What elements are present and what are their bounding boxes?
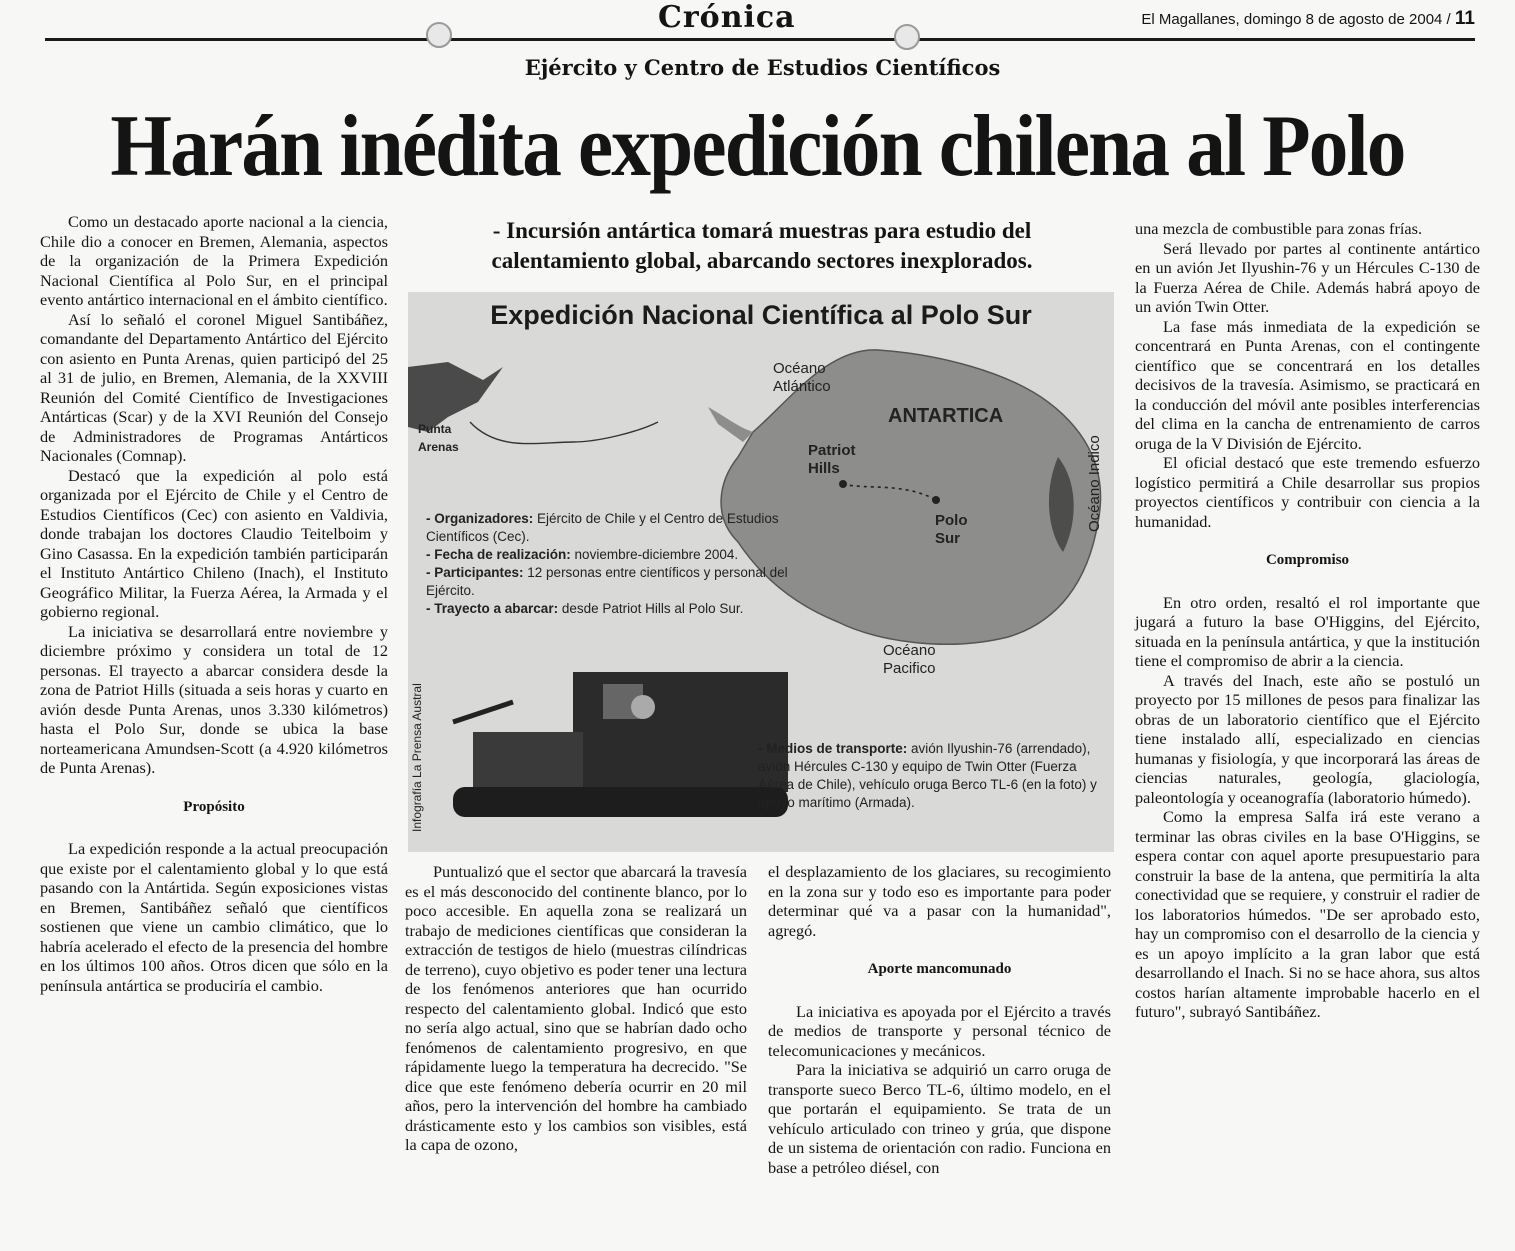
header-rule bbox=[45, 38, 1475, 41]
paragraph: Así lo señaló el coronel Miguel Santibáñez, comandante del Departamento Antártico del Ejército con asiento en Punta Arenas, quien participó del 25 al 31 de julio, en Bremen, Alemania, de la XXVIII Reunión del Comité Científico de Investigaciones Antárticas (Scar) y de la XVI Reunión del Consejo de Administradores de Programas Antárticos Nacionales (Comnap). bbox=[40, 309, 388, 465]
fact-item: - Fecha de realización: noviembre-diciembre 2004. bbox=[426, 547, 739, 562]
antarctica-label: ANTARTICA bbox=[888, 405, 1004, 427]
paragraph: el desplazamiento de los glaciares, su recogimiento en la zona sur y todo eso es importante para poder determinar qué va a pasar con la humanidad", agregó. bbox=[768, 862, 1111, 940]
paragraph: Para la iniciativa se adquirió un carro oruga de transporte sueco Berco TL-6, último modelo, en el que portarán el equipamiento. Se trata de un vehículo articulado con trineo y grúa, que dispone de un sistema de orientación con radio. Funciona en base a petróleo diésel, con bbox=[768, 1060, 1111, 1177]
pacific-ocean-label: Océano Pacifico bbox=[883, 642, 936, 677]
subhead: Compromiso bbox=[1265, 552, 1350, 568]
paragraph: La iniciativa es apoyada por el Ejército a través de medios de transporte y personal técnico de telecomunicaciones y mecánicos. bbox=[768, 1001, 1111, 1060]
page-number: 11 bbox=[1454, 8, 1475, 29]
polo-sur-label: Polo Sur bbox=[935, 512, 968, 547]
column-4 bbox=[1135, 219, 1480, 1022]
infographic-title: Expedición Nacional Científica al Polo Sur bbox=[490, 300, 1032, 330]
atlantic-ocean-label: Océano Atlántico bbox=[773, 360, 831, 395]
fact-item: - Organizadores: Ejército de Chile y el Centro de Estudios Científicos (Cec). bbox=[426, 511, 779, 544]
paragraph: El oficial destacó que este tremendo esfuerzo logístico permitirá a Chile desarrollar sus propios proyectos científicos y contribuir con ciencia a la humanidad. bbox=[1135, 453, 1480, 531]
fact-item: - Participantes: 12 personas entre científicos y personal del Ejército. bbox=[426, 565, 788, 598]
antarctic-peninsula bbox=[708, 407, 753, 442]
paragraph: Como la empresa Salfa irá este verano a terminar las obras civiles en la base O'Higgins, se espera contar con aquel aporte presupuestario para construir la base de la antena, que permitiría la alta conectividad que se requiere, y construir el radier de los laboratorios húmedos. "De ser aprobado esto, hay un compromiso con el desarrollo de la ciencia y es un apoyo implícito a la gran labor que está desarrollando el Inach. Si no se hace ahora, sus altos costos harían altamente improbable hacerlo en el futuro", subrayó Santibáñez. bbox=[1135, 807, 1480, 1021]
drake-passage-route bbox=[470, 422, 658, 444]
dateline bbox=[1141, 8, 1475, 30]
column-1 bbox=[40, 212, 388, 995]
staple-mark bbox=[894, 24, 920, 50]
patriot-hills-marker bbox=[839, 480, 847, 488]
subhead: Aporte mancomunado bbox=[867, 961, 1012, 977]
berco-tl6-vehicle bbox=[453, 672, 788, 817]
newspaper-name: El Magallanes, bbox=[1141, 11, 1240, 28]
section-name: Crónica bbox=[658, 0, 796, 35]
paragraph: La iniciativa se desarrollará entre noviembre y diciembre próximo y considera un total de 12 personas. El trayecto a abarcar considera desde la zona de Patriot Hills (situada a seis horas y cuarto en avión desde Punta Arenas, unos 3.330 kilómetros) hasta el Polo Sur, donde se ubica la base norteamericana Amundsen-Scott (a 4.920 kilómetros de Punta Arenas). bbox=[40, 621, 388, 777]
south-pole-marker bbox=[932, 496, 940, 504]
paragraph: En otro orden, resaltó el rol importante que jugará a futuro la base O'Higgins, del Ejército, situada en la península antártica, y que la institución tiene el compromiso de abrir a la ciencia. bbox=[1135, 592, 1480, 670]
indian-ocean-label: Océano Indico bbox=[1086, 435, 1103, 532]
paragraph: Puntualizó que el sector que abarcará la travesía es el más desconocido del continente blanco, por lo poco accesible. En aquella zona se realizará un trabajo de mediciones científicas que consideran la extracción de testigos de hielo (muestras cilíndricas de terreno), cuyo objetivo es poder tener una lectura de los fenómenos anteriores que han ocurrido respecto del calentamiento global. Indicó que esto no sería algo actual, sino que se habrían dado ocho fenómenos de calentamiento progresivo, en que rápidamente luego la temperatura ha decrecido. "Se dice que este fenómeno debería ocurrir en 20 mil años, pero la intervención del hombre ha cambiado drásticamente esto y los cambios son visibles, está la capa de ozono, bbox=[405, 862, 747, 1154]
deck: - Incursión antártica tomará muestras para estudio del calentamiento global, abarcando sectores inexplorados. bbox=[491, 218, 1033, 273]
infographic-credit: Infografía La Prensa Austral bbox=[410, 683, 424, 832]
issue-date: domingo 8 de agosto de 2004 / bbox=[1243, 11, 1451, 28]
paragraph: una mezcla de combustible para zonas frías. bbox=[1135, 219, 1423, 238]
patriot-hills-label: Patriot Hills bbox=[808, 442, 856, 477]
staple-mark bbox=[426, 22, 452, 48]
expedition-facts bbox=[426, 510, 811, 618]
column-2 bbox=[405, 862, 747, 1155]
fact-item: - Trayecto a abarcar: desde Patriot Hills al Polo Sur. bbox=[426, 601, 744, 616]
paragraph: La expedición responde a la actual preocupación que existe por el calentamiento global y lo que está pasando con la Antártida. Según exposiciones vistas en Bremen, Santibáñez señaló que científicos sostienen que viene un cambio climático, que lo habría acelerado el efecto de la presencia del hombre en los últimos 100 años. Otros dicen que sólo en la península antártica se produciría el cambio. bbox=[40, 839, 388, 995]
paragraph: Destacó que la expedición al polo está organizada por el Ejército de Chile y el Centro de Estudios Científicos (Cec) con asiento en Valdivia, donde trabajan los doctores Claudio Teitelboim y Gino Casassa. En la expedición también participarán el Instituto Antártico Chileno (Inach), el Instituto Geográfico Militar, la Fuerza Aérea, la Armada y el gobierno regional. bbox=[40, 465, 388, 621]
transport-info: - Medios de transporte: avión Ilyushin-76 (arrendado), avión Hércules C-130 y equipo de Twin Otter (Fuerza Aérea de Chile), vehículo oruga Berco TL-6 (en la foto) y apoyo marítimo (Armada). bbox=[758, 741, 1097, 810]
paragraph: Será llevado por partes al continente antártico en un avión Jet Ilyushin-76 y un Hércules C-130 de la Fuerza Aérea de Chile. Además habrá apoyo de un avión Twin Otter. bbox=[1135, 238, 1480, 316]
paragraph: La fase más inmediata de la expedición se concentrará en Punta Arenas, con el contingente científico que se concentrará en los detalles decisivos de la travesía. Asimismo, se practicará en la conducción del móvil ante posibles interferencias del clima en la cancha de entrenamiento de carros oruga de la V División de Ejército. bbox=[1135, 316, 1480, 453]
paragraph: Como un destacado aporte nacional a la ciencia, Chile dio a conocer en Bremen, Alemania, aspectos de la organización de la Primera Expedición Nacional Científica al Polo Sur, en el principal evento antártico internacional en el ámbito científico. bbox=[40, 212, 388, 309]
headline: Harán inédita expedición chilena al Polo bbox=[110, 98, 1405, 195]
column-3 bbox=[768, 862, 1111, 1177]
infographic bbox=[408, 292, 1114, 852]
kicker: Ejército y Centro de Estudios Científicos bbox=[524, 55, 1001, 80]
punta-arenas-label: Punta Arenas bbox=[418, 422, 459, 454]
subhead: Propósito bbox=[183, 798, 245, 815]
paragraph: A través del Inach, este año se postuló un proyecto por 15 millones de pesos para finalizar las obras de un laboratorio científico que el Ejército tiene instalado allí, especializado en ciencias humanas y fisiología, y que incorporará las áreas de ciencias naturales, geología, glaciología, paleontología y oceanografía (laboratorio húmedo). bbox=[1135, 670, 1480, 807]
